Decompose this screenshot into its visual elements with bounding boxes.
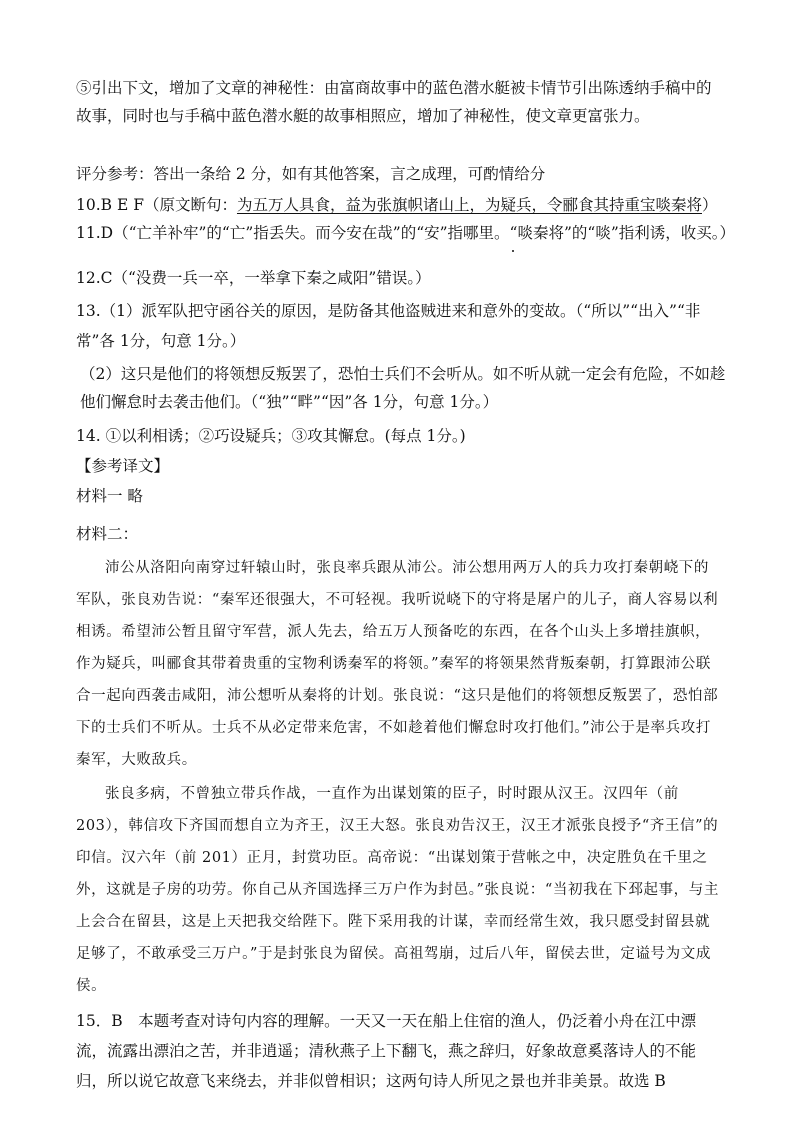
question-13-part2-answer: （2）这只是他们的将领想反叛罢了，恐怕士兵们不会听从。如不听从就一定会有危险，不如趁他们懈怠时去袭击他们。（“独”“畔”“因”各 1分，句意 1分。） <box>80 365 726 411</box>
grading-note: 评分参考：答出一条给 2 分，如有其他答案，言之成理，可酌情给分 <box>76 165 546 183</box>
reference-translation-heading: 【参考译文】 <box>76 457 170 475</box>
question-12-answer: 12.C（“没费一兵一卒，一举拿下秦之咸阳”错误。） <box>76 269 431 287</box>
material-two-label: 材料二： <box>76 525 139 543</box>
answer-item-5: ⑤引出下文，增加了文章的神秘性：由富商故事中的蓝色潜水艇被卡情节引出陈透纳手稿中的故事，同时也与手稿中蓝色潜水艇的故事相照应，增加了神秘性，使文章更富张力。 <box>76 79 712 125</box>
translation-paragraph-2: 张良多病，不曾独立带兵作战，一直作为出谋划策的臣子，时时跟从汉王。汉四年（前 203），韩信攻下齐国而想自立为齐王，汉王大怒。张良劝告汉王，汉王才派张良授予“齐王信”的印信。汉六年（前 201）正月，封赏功臣。高帝说：“出谋划策于营帐之中，决定胜负在千里之外，这就是子房的功劳。你自己从齐国选择三万户作为封邑。”张良说：“当初我在下邳起事，与主上会合在留县，这是上天把我交给陛下。陛下采用我的计谋，幸而经常生效，我只愿受封留县就足够了，不敢承受三万户。”于是封张良为留侯。高祖驾崩，过后八年，留侯去世，定谥号为文成侯。 <box>76 786 719 994</box>
question-13-part1-answer: 13.（1）派军队把守函谷关的原因，是防备其他盗贼进来和意外的变故。（“所以”“出入”“非常”各 1分，句意 1分。） <box>76 302 701 350</box>
q10-suffix: ） <box>701 196 718 214</box>
material-one-label: 材料一 略 <box>76 487 143 505</box>
question-15-answer: 15．B 本题考查对诗句内容的理解。一天又一天在船上住宿的渔人，仍泛着小舟在江中漂流，流露出漂泊之苦，并非逍遥；清秋燕子上下翻飞，燕之辞归，好象故意奚落诗人的不能归，所以说它故意飞来绕去，并非似曾相识；这两句诗人所见之景也并非美景。故选 B <box>76 1012 697 1090</box>
translation-paragraph-1: 沛公从洛阳向南穿过轩辕山时，张良率兵跟从沛公。沛公想用两万人的兵力攻打秦朝峣下的军队，张良劝告说：“秦军还很强大，不可轻视。我听说峣下的守将是屠户的儿子，商人容易以利相诱。希望沛公暂且留守军营，派人先去，给五万人预备吃的东西，在各个山头上多增挂旗帜，作为疑兵，叫郦食其带着贵重的宝物利诱秦军的将领。”秦军的将领果然背叛秦朝，打算跟沛公联合一起向西袭击咸阳，沛公想听从秦将的计划。张良说：“这只是他们的将领想反叛罢了，恐怕部下的士兵们不听从。士兵不从必定带来危害，不如趁着他们懈怠时攻打他们。”沛公于是率兵攻打秦军，大败敌兵。 <box>76 560 719 768</box>
question-11-answer: 11.D（“亡羊补牢”的“亡”指丢失。而今安在哉”的“安”指哪里。“啖秦将”的“啖”指利诱，收买。） <box>76 224 735 242</box>
q10-prefix: 10.B E F（原文断句： <box>76 196 237 214</box>
question-10-answer <box>76 191 736 219</box>
emphasis-dot <box>512 250 514 252</box>
q10-underlined-sentence: 为五万人具食，益为张旗帜诸山上，为疑兵，令郦食其持重宝啖秦将 <box>236 196 702 214</box>
question-14-answer: 14. ①以利相诱；②巧设疑兵；③攻其懈怠。(每点 1分。) <box>76 427 466 445</box>
